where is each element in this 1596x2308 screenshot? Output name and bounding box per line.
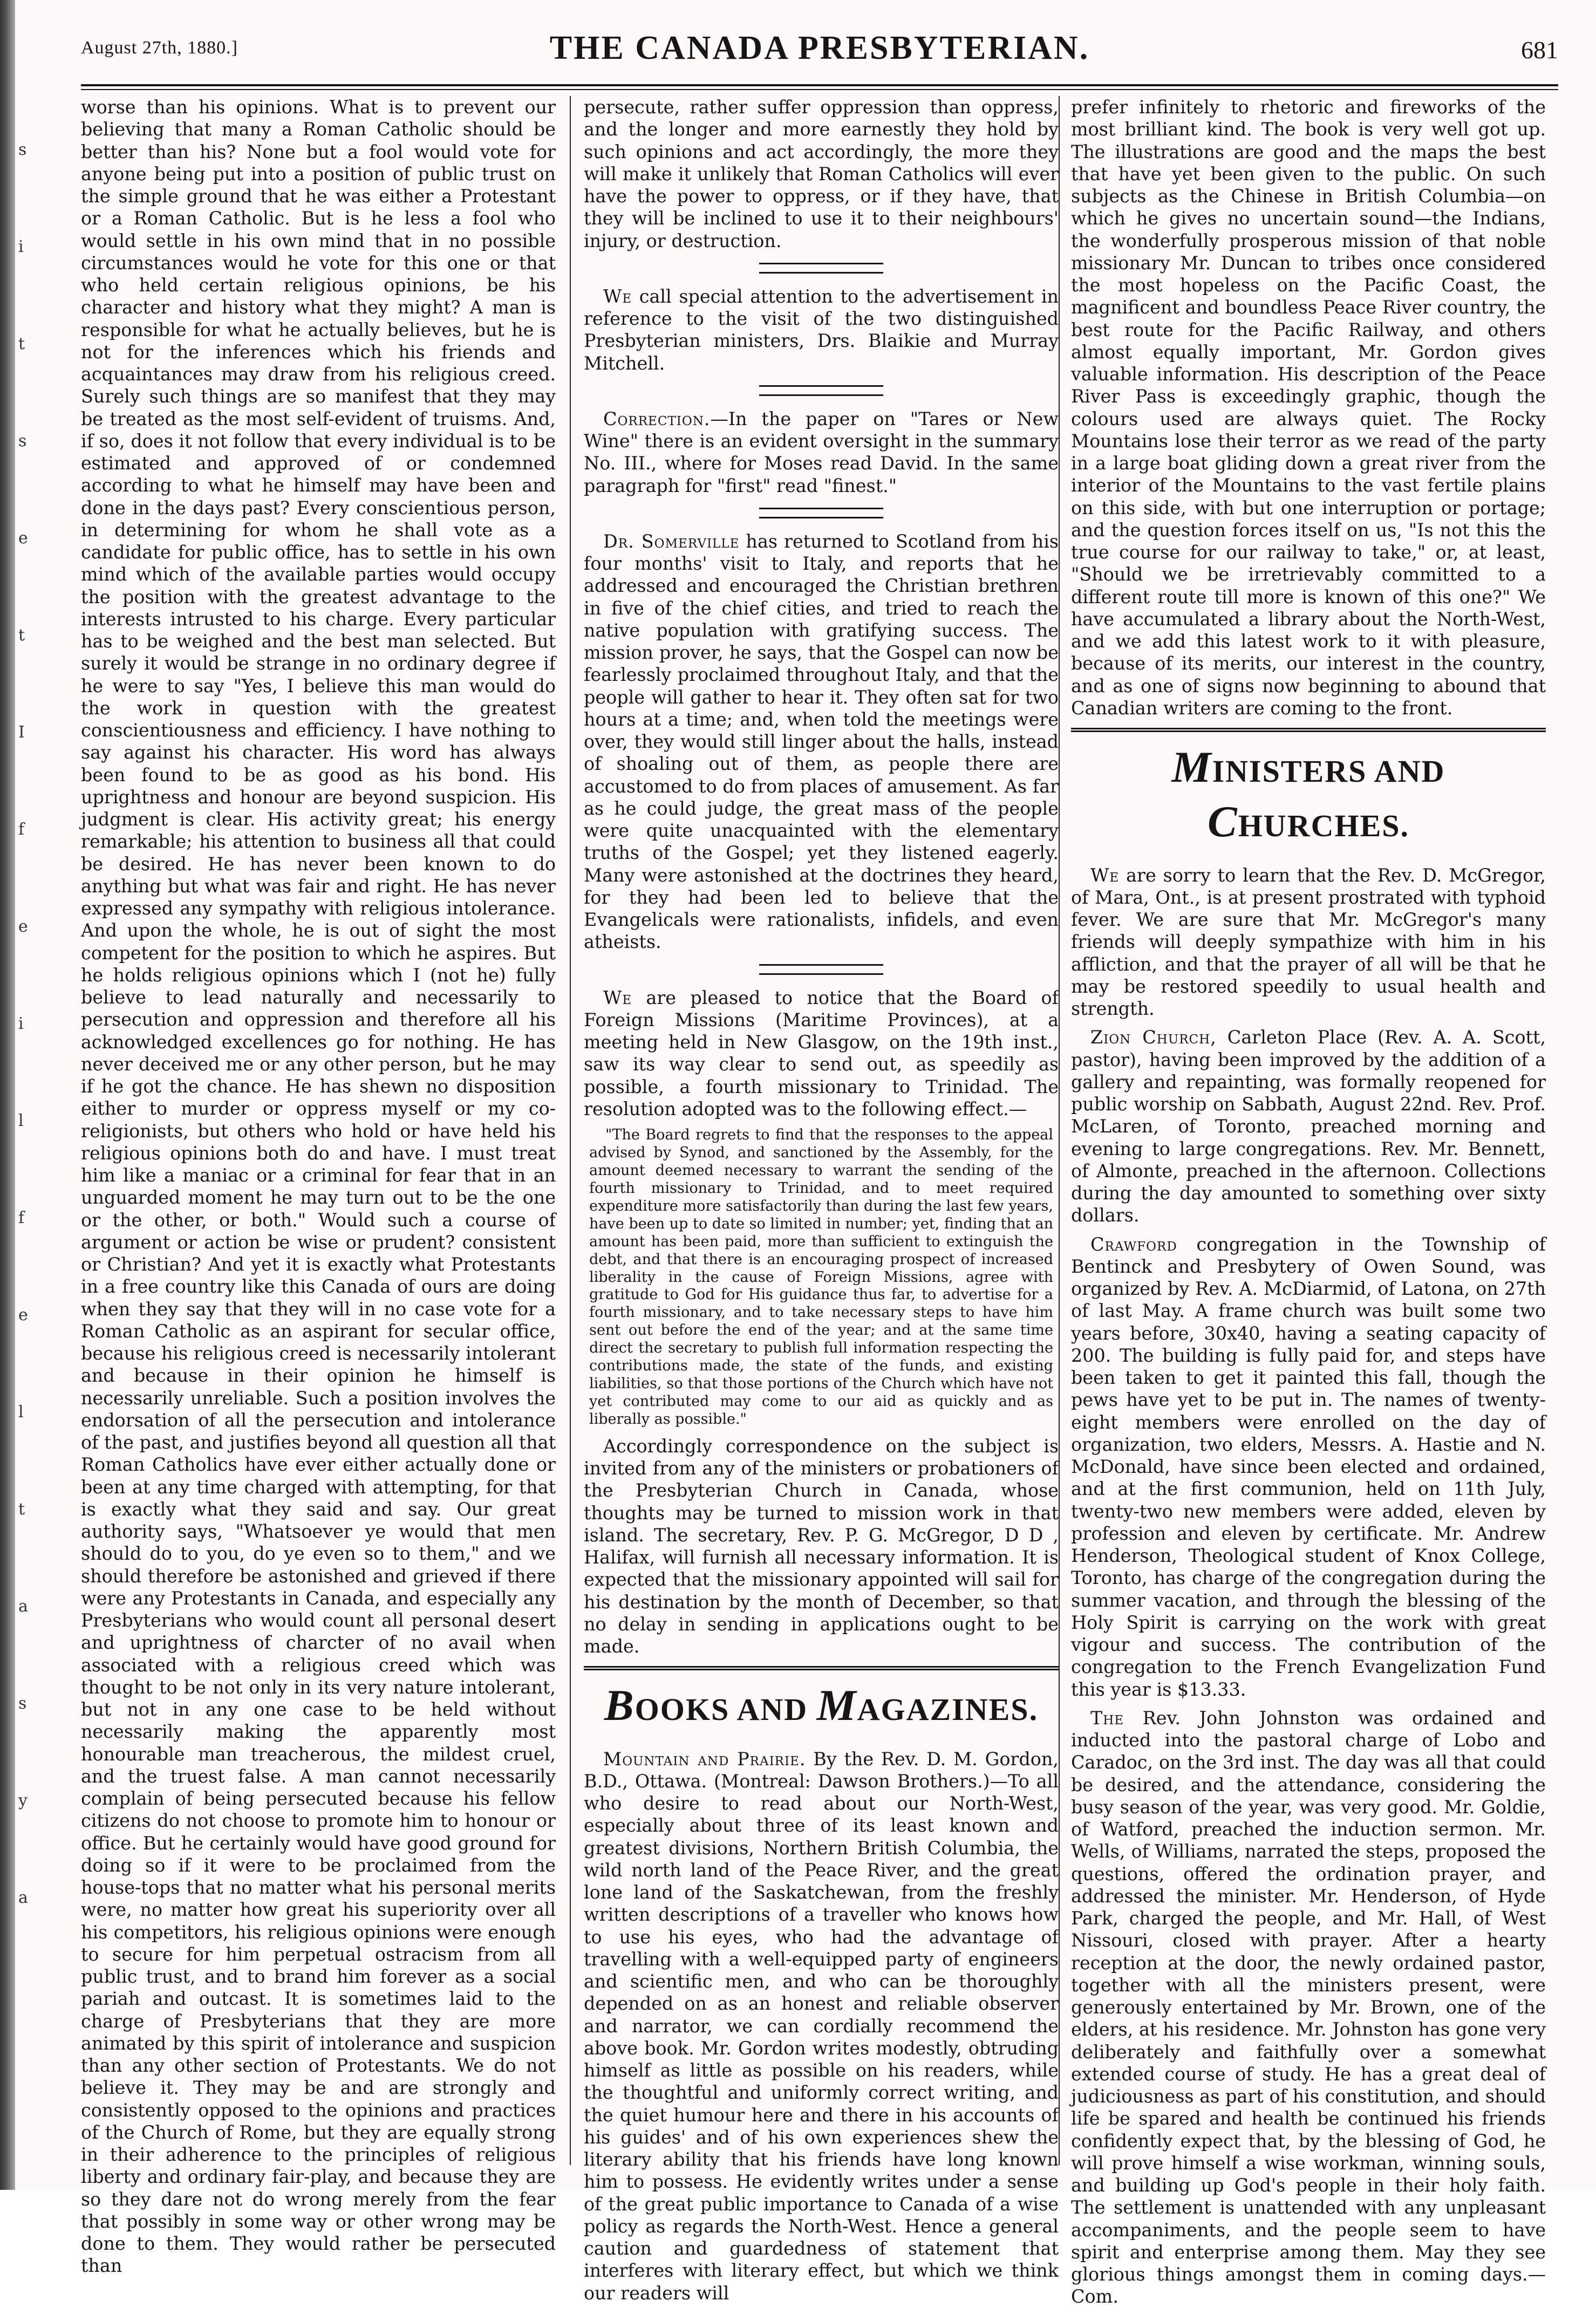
heading-initial: B	[604, 1681, 635, 1730]
margin-letter: s	[18, 432, 27, 450]
section-divider	[759, 385, 883, 396]
column-2	[584, 96, 1059, 2304]
article-paragraph: prefer infinitely to rhetoric and fireworks of the most brilliant kind. The book is very well got up. The illustrations are good and the maps the best that have yet been given to the public. On such subjects as the Chinese in British Columbia—on which he gives no uncertain sound—the Indians, the wonderfully prosperous mission of that noble missionary Mr. Duncan to tribes once considered the most hopeless on the Pacific Coast, the magnificent and boundless Peace River country, the best route for the Pacific Railway, and others almost equally important, Mr. Gordon gives valuable information. His description of the Peace River Pass is exceedingly graphic, though the colours used are always quiet. The Rocky Mountains lose their terror as we read of the party in a large boat gliding down a great river from the interior of the Mountains to the vast fertile plains on this side, with but one interruption or portage; and the question forces itself on us, "Is not this the true course for our railway to take," or, at least, "Should we be irretrievably committed to a different route till more is known of this one?" We have accumulated a library about the North-West, and we add this latest work to it with pleasure, because of its merits, our interest in the country, and as one of signs now beginning to abound that Canadian writers are coming to the front.	[1071, 97, 1546, 719]
correction-text: —In the paper on "Tares or New Wine" there is an evident oversight in the summary No. III., where for Moses read David. In the same paragraph for "first" read "finest."	[584, 408, 1059, 496]
section-divider	[759, 263, 883, 274]
section-divider	[759, 508, 883, 518]
ministers-and-churches-heading	[1071, 728, 1546, 855]
margin-letter: t	[18, 626, 25, 645]
block-quote: "The Board regrets to find that the responses to the appeal advised by Synod, and sanctioned by the Assembly, for the amount deemed necessary to warrant the sending of the fourth missionary to Trinidad, and to meet required expenditure more satisfactorily than during the last few years, have been up to date so limited in number; yet, finding that an amount has been paid, more than sufficient to extinguish the debt, and that there is an encouraging prospect of increased liberality in the cause of Foreign Missions, agree with gratitude to God for His guidance thus far, to advertise for a fourth missionary, and to take necessary steps to have him sent out before the end of the year; and at the same time direct the secretary to publish full information respecting the contributions made, the state of the funds, and existing liabilities, so that those portions of the Church which have not yet contributed may come to our aid as quickly and as liberally as possible."	[589, 1126, 1053, 1428]
margin-letter: l	[18, 1111, 24, 1130]
page-number: 681	[1521, 36, 1558, 64]
lead-word: Crawford	[1090, 1233, 1177, 1255]
board-text: are pleased to notice that the Board of Foreign Missions (Maritime Provinces), at a meeting held in New Glasgow, on the 19th inst., saw its way clear to send out, as speedily as possible, a fourth missionary to Trinidad. The resolution adopted was to the following effect.—	[584, 987, 1059, 1119]
somerville-text: has returned to Scotland from his four months' visit to Italy, and reports that he addressed and encouraged the Christian brethren in five of the chief cities, and tried to reach the native population with gratifying success. The mission prover, he says, that the Gospel can now be fearlessly proclaimed throughout Italy, and that the people will gather to hear it. They often sat for two hours at a time; and, when told the meetings were over, they would still linger about the halls, instead of shoaling out of them, as people there are accustomed to do from places of amusement. As far as he could judge, the great mass of the people were quite unacquainted with the elementary truths of the Gospel; yet they listened eagerly. Many were astonished at the doctrines they heard, for they had been led to believe that the Evangelicals were rationalists, infidels, and even atheists.	[584, 530, 1059, 953]
heading-initial: M	[816, 1681, 857, 1730]
news-text: Rev. John Johnston was ordained and inducted into the pastoral charge of Lobo and Caradoc, on the 3rd inst. The day was all that could be desired, and the attendance, considering the busy season of the year, was very good. Mr. Goldie, of Watford, preached the induction sermon. Mr. Wells, of Williams, narrated the steps, proposed the questions, offered the ordination prayer, and addressed the minister. Mr. Henderson, of Hyde Park, charged the people, and Mr. Hall, of West Nissouri, closed with prayer. After a hearty reception at the door, the newly ordained pastor, together with all the ministers present, were generously entertained by Mr. Brown, one of the elders, at his residence. Mr. Johnston has gone very deliberately and faithfully over a somewhat extended course of study. He has a great deal of judiciousness as part of his constitution, and should life be spared and health be continued his friends confidently expect that, by the blessing of God, he will prove himself a wise workman, winning souls, and building up God's people in their holy faith. The settlement is unattended with any unpleasant accompaniments, and the people seem to have spirit and enterprise among them. May they see glorious things amongst them in coming days.—Com.	[1071, 1707, 1546, 2307]
section-divider	[759, 964, 883, 975]
news-text: Carleton Place (Rev. A. A. Scott, pastor), having been improved by the addition of a gallery and repainting, was formally reopened for public worship on Sabbath, August 22nd. Rev. Prof. McLaren, of Toronto, preached morning and evening to large congregations. Rev. Mr. Bennett, of Almonte, preached in the afternoon. Collections during the day amounted to something over sixty dollars.	[1071, 1027, 1546, 1226]
margin-letter: e	[18, 1306, 28, 1324]
lead-word: We	[603, 285, 632, 307]
somerville-paragraph	[584, 530, 1059, 953]
book-review-text: By the Rev. D. M. Gordon, B.D., Ottawa. (Montreal: Dawson Brothers.)—To all who desire to read about our North-West, especially about three of its least known and greatest divisions, Northern British Columbia, the wild north land of the Peace River, and the great lone land of the Saskatchewan, from the freshly written descriptions of a traveller who knows how to use his eyes, who had the advantage of travelling with a well-equipped party of engineers and scientific men, and who can be thoroughly depended on as an honest and reliable observer and narrator, we can cordially recommend the above book. Mr. Gordon writes modestly, obtruding himself as little as possible on his readers, while the thoughtful and uniformly correct writing, and the quiet humour here and there in his accounts of his guides' and of his own experiences shew the literary ability that his friends have long known him to possess. He evidently writes under a sense of the great public importance to Canada of a wise policy as regards the North-West. Hence a general caution and guardedness of statement that interferes with literary effect, but which we think our readers will	[584, 1748, 1059, 2304]
heading-initial: M	[1171, 742, 1212, 791]
margin-letter: t	[18, 334, 25, 353]
accordingly-paragraph: Accordingly correspondence on the subject is invited from any of the ministers or probationers of the Presbyterian Church in Canada, whose thoughts may be turned to mission work in that island. The secretary, Rev. P. G. McGregor, D D , Halifax, will furnish all necessary information. It is expected that the missionary appointed will sail for his destination by the month of December, so that no delay in sending in applications ought to be made.	[584, 1435, 1059, 1657]
column-rule	[570, 96, 571, 2165]
lead-word: We	[1090, 864, 1120, 886]
correction-paragraph	[584, 408, 1059, 497]
margin-letter: I	[18, 723, 25, 742]
news-paragraph	[1071, 1707, 1546, 2308]
news-text: congregation in the Township of Bentinck and Presbytery of Owen Sound, was organized by Rev. A. McDiarmid, of Latona, on 27th of last May. A frame church was built some two years before, 30x40, having a seating capacity of 200. The building is fully paid for, and steps have been taken to get it painted this fall, though the pews have yet to be put in. The names of twenty-eight members were enrolled on the day of organization, two elders, Messrs. A. Hastie and N. McDonald, have since been elected and ordained, and at the first communion, held on 11th July, twenty-two new members were added, eleven by profession and eleven by certificate. Mr. Andrew Henderson, Theological student of Knox College, Toronto, has charge of the congregation during the summer vacation, and through the blessing of the Holy Spirit is carrying on the work with great vigour and success. The contribution of the congregation to the French Evangelization Fund this year is $13.33.	[1071, 1233, 1546, 1700]
lead-word: Correction.	[603, 408, 711, 429]
column-1	[81, 96, 556, 2277]
margin-letter: i	[18, 1014, 24, 1033]
lead-word: Zion Church,	[1090, 1027, 1217, 1048]
page-header	[81, 22, 1558, 81]
heading-text: AGAZINES.	[857, 1692, 1039, 1727]
margin-letter: s	[18, 140, 27, 159]
news-paragraph	[1071, 864, 1546, 1020]
margin-letter: i	[18, 237, 24, 256]
newspaper-title: THE CANADA PRESBYTERIAN.	[549, 30, 1090, 66]
margin-letter: e	[18, 917, 28, 936]
margin-bleed-letters	[18, 108, 40, 2104]
article-paragraph: worse than his opinions. What is to prevent our believing that many a Roman Catholic should be better than his? None but a fool would vote for anyone being put into a position of public trust on the simple ground that he was either a Protestant or a Roman Catholic. But is he less a fool who would settle in his own mind that in no possible circumstances would he vote for this one or that who held certain religious opinions, be his character and history what they might? A man is responsible for what he actually believes, but he is not for the inferences which his friends and acquaintances may draw from his religious creed. Surely such things are so manifest that they may be treated as the most self-evident of truisms. And, if so, does it not follow that every individual is to be estimated and approved of or condemned according to what he himself may have been and done in the days past? Every conscientious person, in determining for whom he shall vote as a candidate for public office, has to settle in his own mind which of the available parties would occupy the position with the greatest advantage to the interests intrusted to his charge. Every particular has to be weighed and the best man selected. But surely it would be strange in no ordinary degree if he were to say "Yes, I believe this man would do the work in question with the greatest conscientiousness and efficiency. I have nothing to say against his character. His word has always been found to be as good as his bond. His uprightness and honour are beyond suspicion. His judgment is clear. His activity great; his energy remarkable; his attention to business all that could be desired. He has never been known to do anything but what was fair and right. He has never expressed any sympathy with religious intolerance. And upon the whole, he is out of sight the most competent for the position to which he aspires. But he holds religious opinions which I (not he) fully believe to lead naturally and necessarily to persecution and oppression and therefore all his acknowledged excellences go for nothing. He has never deceived me or any other person, but he may if he got the chance. He has shewn no disposition either to murder or oppress myself or my co-religionists, but others who hold or have held his religious opinions both do and have. I must treat him like a maniac or a criminal for fear that in an unguarded moment he may turn out to be the one or the other, or both." Would such a course of argument or action be wise or prudent? consistent or Christian? And yet it is exactly what Protestants in a free country like this Canada of ours are doing when they say that they will in no case vote for a Roman Catholic as an aspirant for secular office, because his religious creed is necessarily intolerant and because in their opinion he himself is necessarily unreliable. Such a position involves the endorsation of all the persecution and intolerance of the past, and justifies beyond all question all that Roman Catholics have ever either actually done or been at any time charged with attempting, for that is exactly what they said and say. Our great authority says, "Whatsoever ye would that men should do to you, do ye even so to them," and we should therefore be astonished and grieved if there were any Protestants in Canada, and especially any Presbyterians who would count all personal desert and uprightness of charcter of no avail when associated with a religious creed which was thought to be not only in its very nature intolerant, but not in any one case to be held without necessarily making the apparently most honourable man treacherous, the mildest cruel, and the truest false. A man cannot necessarily complain of being persecuted because his fellow citizens do not choose to promote him to honour or office. But he certainly would have good ground for doing so if it were to be proclaimed from the house-tops that no matter what his personal merits were, no matter how great his superiority over all his competitors, his religious opinions were enough to secure for him perpetual ostracism from all public trust, and to brand him forever as a social pariah and outcast. It is sometimes laid to the charge of Presbyterians that they are more animated by this spirit of intolerance and suspicion than any other section of Protestants. We do not believe it. They may be and are strongly and consistently opposed to the opinions and practices of the Church of Rome, but they are equally strong in their adherence to the principles of religious liberty and ordinary fair-play, and because they are so they dare not do wrong merely from the fear that possibly in some way or other wrong may be done to them. They would rather be persecuted than	[81, 97, 556, 2277]
margin-letter: l	[18, 1403, 24, 1422]
book-title: Mountain and Prairie.	[603, 1748, 806, 1770]
margin-letter: y	[18, 1791, 28, 1810]
notice-text: call special attention to the advertisement in reference to the visit of the two distinguished Presbyterian ministers, Drs. Blaikie and Murray Mitchell.	[584, 285, 1059, 374]
board-paragraph	[584, 987, 1059, 1121]
column-rule	[1059, 96, 1060, 2165]
column-3	[1071, 96, 1546, 2307]
notice-paragraph	[584, 285, 1059, 374]
lead-word: We	[603, 987, 632, 1008]
heading-initial: C	[1207, 797, 1238, 846]
lead-word: Dr. Somerville	[603, 530, 740, 552]
books-and-magazines-heading	[584, 1666, 1059, 1738]
heading-text: INISTERS AND	[1212, 754, 1445, 789]
margin-letter: e	[18, 529, 28, 548]
header-rule	[81, 84, 1558, 90]
margin-letter: f	[18, 820, 25, 839]
article-paragraph: persecute, rather suffer oppression than oppress, and the longer and more earnestly they hold by such opinions and act accordingly, the more they will make it unlikely that Roman Catholics will ever have the power to oppress, or if they have, that they will be inclined to use it to their neighbours' injury, or destruction.	[584, 97, 1059, 251]
margin-letter: a	[18, 1597, 28, 1616]
news-text: are sorry to learn that the Rev. D. McGregor, of Mara, Ont., is at present prostrated with typhoid fever. We are sure that Mr. McGregor's many friends will deeply sympathize with him in his affliction, and that the prayer of all will be that he may be restored speedily to usual health and strength.	[1071, 864, 1546, 1020]
news-paragraph	[1071, 1233, 1546, 1701]
heading-text: OOKS AND	[635, 1692, 817, 1727]
heading-text: HURCHES.	[1238, 808, 1410, 844]
news-paragraph	[1071, 1026, 1546, 1226]
scan-binding-edge	[0, 0, 15, 2190]
margin-letter: t	[18, 1500, 25, 1519]
margin-letter: f	[18, 1208, 25, 1227]
margin-letter: s	[18, 1694, 27, 1713]
issue-date: August 27th, 1880.]	[81, 38, 238, 58]
lead-word: The	[1090, 1707, 1124, 1729]
margin-letter: a	[18, 1888, 28, 1907]
book-review-paragraph	[584, 1748, 1059, 2304]
